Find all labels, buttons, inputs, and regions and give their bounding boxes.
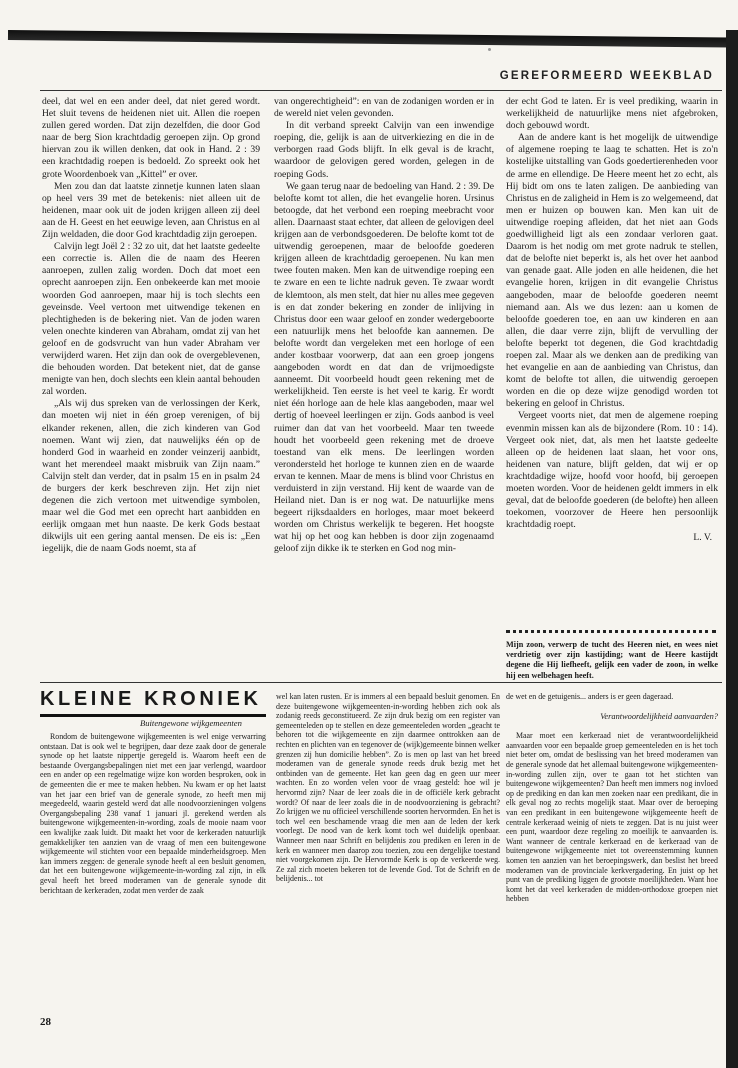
header-rule xyxy=(40,90,722,91)
paragraph: Aan de andere kant is het mogelijk de uitwendige of algemene roeping te laag te schatten. Het is zo'n kostelijke uitstalling van Gods goedertierenheden voor de arme en ellendige. De Heere meent het zo echt, als Hij bidt om ons te laten zaligen. De aanbieding van Christus en de zaligheid in Hem is zo welgemeend, dat men er huizen op bouwen kan. Men kan uit de uitwendige roeping afleiden, dat het niet aan Gods goedwilligheid ligt als een zondaar verloren gaat. Daarom is het nodig om met grote nadruk te stellen, dat de belofte niet beperkt is, als het over het aanbod van genade gaat. Alle joden en alle heidenen, die het evangelie horen, krijgen in dit evangelie Christus aangeboden, maar de beloofde goederen neemt niemand aan. Als we dus lezen: aan u komen de beloofde goederen toe, en aan uw kinderen en aan allen, die daar verre zijn, blijft de vervulling der belofte beperkt tot degenen, die God krachtdadig roepen zal. Maar als we denken aan de prediking van het evangelie en aan de aanbieding van Christus, dan komt de belofte tot allen, die uitwendig geroepen worden en die op deze wijze genodigd worden tot bekering en geloof in Christus. xyxy=(506,132,718,410)
section-divider xyxy=(40,682,722,683)
section-title: KLEINE KRONIEK xyxy=(40,688,262,710)
kroniek-column-1 xyxy=(40,732,266,895)
paragraph: In dit verband spreekt Calvijn van een inwendige roeping, die, gelijk is aan de uitverkiezing en die in de verborgen raad Gods blijft. In elk geval is de kracht, waardoor de gelovigen gered worden, gelegen in de roeping Gods. xyxy=(274,120,494,180)
kroniek-column-3 xyxy=(506,692,718,904)
paragraph: „Als wij dus spreken van de verlossingen der Kerk, dan moeten wij niet in één groep verenigen, of bij elkander rekenen, allen, die zich kinderen van God noemen. Want wij zien, dat nauwelijks één op de honderd God in waarheid en zonder veinzerij aanbidt, want het merendeel maakt misbruik van Zijn naam.” Calvijn stelt dan verder, dat in psalm 15 en in psalm 24 de burgers der kerk beschreven zijn. Het zijn niet degenen die zich vertoon met uitwendige symbolen, maar wel die God met een oprecht hart aanbidden en eerlijk omgaan met hun naaste. De kerk Gods bestaat dikwijls uit een gering aantal mensen. De eis is: „Een iegelijk, die de naam Gods noemt, sta af xyxy=(42,398,260,555)
section-title-rule xyxy=(40,714,266,717)
paper-speck xyxy=(488,48,491,51)
quote-text: Mijn zoon, verwerp de tucht des Heeren niet, en wees niet verdrietig over zijn kastijding; want de Heere kastijdt degene die Hij liefheeft, gelijk een vader de zoon, in welke hij een welbehagen heeft. xyxy=(506,640,718,680)
page-number: 28 xyxy=(40,1016,51,1028)
paragraph: Rondom de buitengewone wijkgemeenten is wel enige verwarring ontstaan. Dat is ook wel te begrijpen, daar deze zaak door de generale synode op het laatste nippertje geregeld is. Waarom heeft een de bestaande Overgangsbepalingen niet met een jaar verlengd, waardoor een en ander op een regelmatige wijze kon worden besproken, ook in de gemeenten die er mee te maken hebben. Nu kwam er op het laatst van het jaar een brief van de generale synode, zo heeft men mij meegedeeld, waarin gesteld werd dat alle noodvoorzieningen volgens Overgangsbepaling 238 vanaf 1 januari jl. gerekend werden als buitengewone wijkgemeenten-in-wording, zoals de mooie naam voor een kwalijke zaak luidt. Dit maakt het voor de kerkeraden natuurlijk gemakkelijker ten aanzien van de vraag of men een buitengewone wijkgemeente wil stichten voor een bepaalde minderheidsgroep. Men kan immers zeggen: de generale synode heeft al een besluit genomen, dat het een buitengewone wijkgemeente-in-wording zal zijn, in elk geval heeft het breed moderamen van de generale synode dit berichtaan de kerkeraden, zodat men verder de zaak xyxy=(40,732,266,895)
masthead-title: GEREFORMEERD WEEKBLAD xyxy=(499,70,714,82)
paragraph: wel kan laten rusten. Er is immers al een bepaald besluit genomen. En deze buitengewone wijkgemeenten-in-wording hebben zich ook als zodanig reeds geconstitueerd. Ze zijn druk bezig om een register van gemeenteleden op te stellen en deze gemeenteleden worden „geacht te behoren tot die wijkgemeente en zijn daarmee onttrokken aan de rechten en plichten van en tegenover de (wijk)gemeente binnen welker grenzen zij hun domicilie hebben”. Zo is men op last van het breed moderamen van de generale synode reeds druk bezig met het ontbinden van de gemeente. Het kan geen dag en geen uur meer wachten. En zo worden velen voor de vraag gesteld: hoe wil je hervormd zijn? Naar de leer zoals die in de officiële kerk gebracht wordt? Of naar de leer zoals die in de noodvoorziening is gebracht? Zo krijgen we nu officieel verschillende soorten hervormden. En het is toch wel een beschamende vraag die men aan de leden der kerk voorlegt. De nood van de kerk komt toch wel duidelijk openbaar. Wanneer men naar Schrift en belijdenis zou prediken en leren in de kerk en wanneer men daarop zou toezien, zou een dergelijke toestand niet voorgekomen zijn. De Hervormde Kerk is op de verkeerde weg. Ze zal zich moeten bekeren tot de levende God. Tot de Schrift en de belijdenis... tot xyxy=(276,692,500,884)
right-binding-edge xyxy=(726,30,738,1068)
subheading: Verantwoordelijkheid aanvaarden? xyxy=(600,711,718,721)
scripture-quote xyxy=(506,640,718,681)
section-subtitle: Buitengewone wijkgemeenten xyxy=(140,718,242,728)
article-column-3 xyxy=(506,96,718,696)
article-column-1 xyxy=(42,96,260,726)
masthead xyxy=(0,70,718,82)
paragraph: der echt God te laten. Er is veel prediking, waarin in werkelijkheid de natuurlijke mens niet afgebroken, doch gebouwd wordt. xyxy=(506,96,718,132)
paragraph: Maar moet een kerkeraad niet de verantwoordelijkheid aanvaarden voor een bepaalde groep gemeenteleden en is het toch niet beter om, omdat de beslissing van het breed moderamen van de generale synode dat het allemaal buitengewone wijkgemeenten-in-wording zullen zijn, over te gaan tot het stichten van buitengewone wijkgemeenten? Dan heeft men immers nog invloed op de prediking en dan kan men zoeken naar een predikant, die in elk geval nog zo rechts mogelijk staat. Maar over de beroeping van een predikant in een buitengewone wijkgemeente heeft de centrale kerkeraad weinig of niets te zeggen. Dat is nu juist weer een punt, waardoor deze regeling zo moeilijk te aanvaarden is. Want wanneer de centrale kerkeraad en de kerkeraad van de buitengewone wijkgemeente niet tot overeenstemming kunnen komen ten aanzien van het beroepingswerk, dan beslist het breed moderamen van de provinciale kerkvergadering. En juist op het punt van de prediking liggen de grootste moeilijkheden. Want hoe komt het dat veel kerkeraden de midden-orthodoxe groepen niet hebben xyxy=(506,731,718,904)
paragraph: van ongerechtigheid”: en van de zodanigen worden er in de wereld niet velen gevonden. xyxy=(274,96,494,120)
author-signature: L. V. xyxy=(693,532,712,544)
article-column-2 xyxy=(274,96,494,726)
paragraph: de wet en de getuigenis... anders is er geen dageraad. xyxy=(506,692,674,701)
paragraph: Vergeet voorts niet, dat men de algemene roeping evenmin missen kan als de bijzondere (Rom. 10 : 14). Vergeet ook niet, dat, als men het laatste gedeelte alleen op de heidenen laat slaan, het voor ons, heidenen van nature, blijft gelden, dat wij er op krachtdadige wijze, hoofd voor hoofd, bij geroepen moeten worden. Voor de heidenen geldt immers in elk geval, dat de beloofde goederen (de belofte) hen alleen toekomen, voorzover de Heere hen persoonlijk krachtdadig roept. xyxy=(506,410,718,531)
top-binding-edge xyxy=(8,30,730,48)
decorative-divider xyxy=(506,630,716,638)
paragraph: Men zou dan dat laatste zinnetje kunnen laten slaan op heel vers 39 met de betekenis: niet alleen uit de heidenen, maar ook uit de joden krijgen alleen zij deel aan de H. Geest en het eeuwige leven, aan Christus en al Zijn weldaden, die door God krachtdadig zijn geroepen. xyxy=(42,180,260,241)
paragraph: We gaan terug naar de bedoeling van Hand. 2 : 39. De belofte komt tot allen, die het evangelie horen. Ursinus betoogde, dat het verbond een roeping meebracht voor allen. Daarnaast staat echter, dat alleen de gelovigen deel krijgen aan de verbondsgoederen. De belofte komt tot de uitwendig geroepenen, maar de beloofde goederen krijgen alleen de krachtdadig geroepenen. Nu kan men twee fouten maken. Men kan de uitwendige roeping een te zware en een te lichte nadruk geven. Te zwaar wordt de klemtoon, als men stelt, dat hier nu alles mee gegeven is en dat zonder bekering en zonder de inlijving in Christus door een waar geloof en zonder wedergeboorte een natuurlijk mens het beloofde kan aannemen. De belofte wordt dan vergeleken met een horloge of een ander kostbaar voorwerp, dat aan een groep jongens aangeboden wordt en dat dan de vrijmoedigste aanneemt. Dit voorbeeld houdt geen rekening met de werkelijkheid. Ten eerste is het veel te karig. Er wordt niet één horloge aan de hele klas aangeboden, maar wel dertig of hoeveel leerlingen er zijn. Gods aanbod is veel ruimer dan dat van het voorbeeld. Maar ten tweede houdt het voorbeeld geen rekening met de droeve toestand van elk mens. De leerlingen worden verondersteld het horloge te kunnen zien en de waarde ervan te kennen. Maar de mens is blind voor Christus en verduisterd in zijn verstand. Hij kent de waarde van de Heiland niet. Dan is er nog wat. De natuurlijke mens begeert rijksdaalders en horloges, maar moet bekeerd worden om Christus werkelijk te begeren. Het hoogste wat hij op het oog kan hebben is door zijn zogenaamd geloof zijn dikke ik te sterken en God nog min- xyxy=(274,180,494,555)
kroniek-column-2 xyxy=(276,692,500,884)
paragraph: deel, dat wel en een ander deel, dat niet gered wordt. Het sluit tevens de heidenen niet uit. Allen die roepen zullen gered worden. Dat zijn dezelfden, die door God naar de berg Sion krachtdadig geroepen zijn. Op grond hiervan zou ik willen denken, dat ook in Hand. 2 : 39 een krachtdadig roepen is bedoeld. Zo spreekt ook het grote Woordenboek van „Kittel” er over. xyxy=(42,96,260,180)
paragraph: Calvijn legt Joël 2 : 32 zo uit, dat het laatste gedeelte een correctie is. Allen die de naam des Heeren aanroepen, zullen zalig worden. Doch dat moet een oprecht aanroepen zijn. Een onbekeerde kan met mooie woorden God aanroepen, maar hij is toch slechts een geveinsde. Veel vertoon met uitwendige tekenen en plechtigheden is de bekering niet. Van de joden waren velen onechte kinderen van Abraham, omdat zij van het geloof en de godsvrucht van hun vader Abraham ver verwijderd waren. Het zijn dan ook de overgeblevenen, die behouden worden. Dat betekent niet, dat de ganse menigte van hen, doch slechts een klein aantal behouden zal worden. xyxy=(42,241,260,398)
